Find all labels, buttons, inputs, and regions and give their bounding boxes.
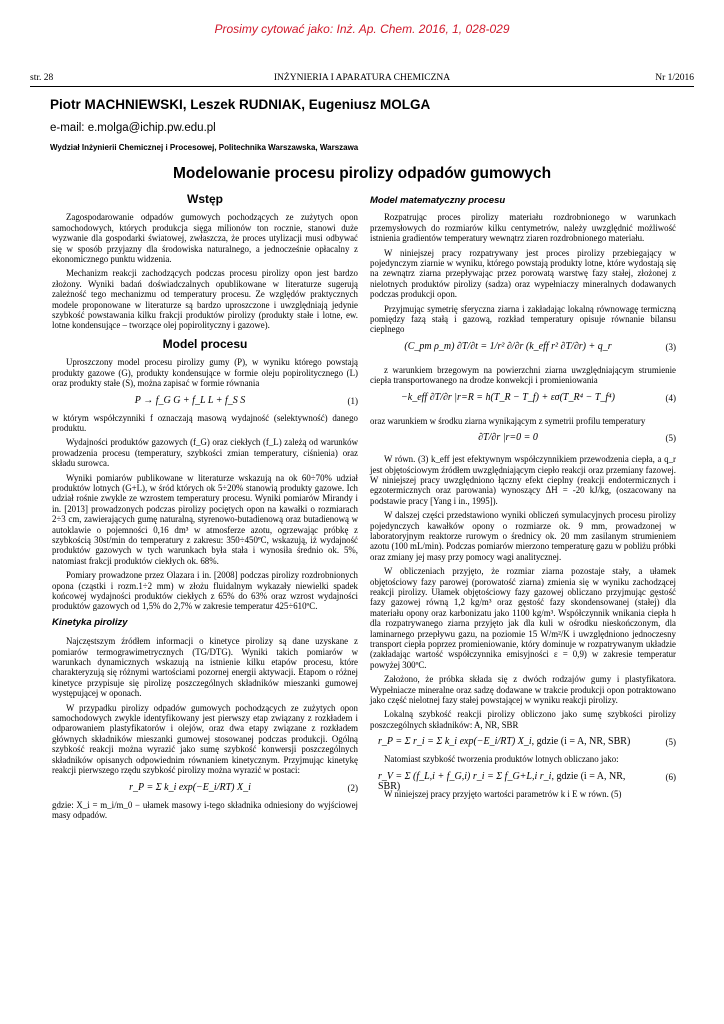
subheading-math-model: Model matematyczny procesu <box>370 195 506 206</box>
authors: Piotr MACHNIEWSKI, Leszek RUDNIAK, Eugeniusz MOLGA <box>50 97 431 112</box>
right-paragraph-1: Rozpatrując proces pirolizy materiału rozdrobnionego w warunkach przemysłowych do rozmiarów kilku centymetrów, należy uwzględnić możliwość istnienia gradientów temperatury wewnątrz ziaren rozdrobnionego materiału. <box>370 212 676 244</box>
right-paragraph-5: oraz warunkiem w środku ziarna wynikającym z symetrii profilu temperatury <box>370 415 646 426</box>
right-paragraph-4: z warunkiem brzegowym na powierzchni ziarna uwzględniającym strumienie ciepła transportowanego na drodze konwekcji i promieniowania <box>370 364 676 386</box>
right-paragraph-6: W równ. (3) k_eff jest efektywnym współczynnikiem przewodzenia ciepła, a q_r jest objętościowym źródłem uwzględniającym ciepło reakcji oraz przemiany fazowej. W niniejszej pracy uwzględniono łączny efekt cieplny (reakcji endotermicznych i egzotermicznych oraz parowania) wynoszący ΔH = -20 kJ/kg, (oszacowany na podstawie pracy [Yang i in., 1995]). <box>370 454 676 506</box>
page-number: str. 28 <box>30 73 54 83</box>
equation-1-body: P → f_G G + f_L L + f_S S <box>134 394 246 406</box>
equation-3-body: (C_pm ρ_m) ∂T/∂t = 1/r² ∂/∂r (k_eff r² ∂T/∂r) + q_r <box>404 340 612 352</box>
right-paragraph-11: Natomiast szybkość tworzenia produktów lotnych obliczano jako: <box>384 754 619 765</box>
intro-paragraph-2: Mechanizm reakcji zachodzących podczas procesu pirolizy opon jest bardzo złożony. Wyniki badań doświadczalnych opublikowane w literaturze sugerują zależność tego mechanizmu od temperatury procesu. Ze względów praktycznych modele proponowane w literaturze są bardzo uproszczone i uwzględniają jedynie szybkość powstawania kilku frakcji produktów pirolizy (produkty stałe i lotne, ew. lotne kondensujące – tworzące olej popirolityczny i gazowe). <box>52 268 358 331</box>
equation-3-number: (3) <box>665 341 676 352</box>
equation-5 <box>370 430 676 454</box>
equation-1 <box>52 393 358 413</box>
model-paragraph-5: Pomiary prowadzone przez Olazara i in. [2008] podczas pirolizy rozdrobnionych opona (cząstki i rozm.1÷2 mm) w złożu fluidalnym wykazały niewielki spadek końcowej wydajności produktów ciekłych z 65% do 63% oraz wzrost wydajności produktów gazowych od 1,5% do 2,7% w zakresie temperatur 425÷610ºC. <box>52 570 358 612</box>
section-heading-intro: Wstęp <box>187 192 223 206</box>
header-rule <box>30 86 694 87</box>
equation-1-number: (1) <box>347 395 358 406</box>
kinetics-paragraph-2: W przypadku pirolizy odpadów gumowych pochodzących ze zużytych opon samochodowych zwykle identyfikowany jest pierwszy etap związany z rozkładem i odparowaniem plastyfikatorów i olejów, oraz dwa etapy związane z rozkładem głównych składników mieszanki gumowej stosowanej podczas produkcji. Ogólną szybkość reakcji można wyrazić jako sumę szybkość konwersji poszczególnych składników opisanych odpowiednim równaniem kinetycznym. Przyjmując kinetykę reakcji pierwszego rzędu szybkość pirolizy można wyrazić w postaci: <box>52 702 358 776</box>
right-paragraph-3: Przyjmując symetrię sferyczna ziarna i zakładając lokalną równowagę termiczną pomiędzy fazą stałą i gazową, rozkład temperatury opisuje równanie bilansu cieplnego <box>370 303 676 335</box>
equation-3 <box>370 339 676 365</box>
equation-4-body: −k_eff ∂T/∂r |r=R = h(T_R − T_f) + εσ(T_R⁴ − T_f⁴) <box>401 391 615 403</box>
kinetics-paragraph-3: gdzie: X_i = m_i/m_0 − ułamek masowy i-tego składnika odniesiony do wyjściowej masy odpadów. <box>52 799 358 820</box>
equation-rv-number: (6) <box>665 771 676 782</box>
journal-name: INŻYNIERIA I APARATURA CHEMICZNA <box>273 73 451 83</box>
model-paragraph-4: Wyniki pomiarów publikowane w literaturze wskazują na ok 60÷70% udział produktów lotnych (G+L), w śród których ok 5÷20% stanowią produkty gazowe. Ich udział rośnie zwykle ze wzrostem temperatury procesu. Wyniki pomiarów Mirandy i in. [2013] prowadzonych podczas pirolizy pociętych opon na kawałki o rozmiarach 2÷3 cm, zawierających gumę naturalną, styrenowo-butadienową oraz butadienową w autoklawie o pojemności 0,16 dm³ w atmosferze azotu, ogrzewając próbkę z szybkością 30st/min do temperatury z zakresu: 350÷450ºC, wskazują, iż wydajność produktów gazowych w tych warunkach była stała i wynosiła średnio ok. 5%, natomiast frakcji produktów ciekłych ok. 68%. <box>52 472 358 566</box>
citation-note: Prosimy cytować jako: Inż. Ap. Chem. 2016, 1, 028-029 <box>214 22 510 36</box>
equation-rv-note: , gdzie (i = A, NR, SBR) <box>378 770 626 793</box>
equation-2-number: (2) <box>347 782 358 793</box>
model-paragraph-3: Wydajności produktów gazowych (f_G) oraz ciekłych (f_L) zależą od warunków prowadzenia procesu (temperatury, szybkości zmian temperatury, ciśnienia) oraz składu surowca. <box>52 437 358 469</box>
left-column <box>52 194 358 824</box>
right-paragraph-8: W obliczeniach przyjęto, że rozmiar ziarna pozostaje stały, a ułamek objętościowy fazy parowej (porowatość ziarna) zmienia się w wyniku zachodzącej reakcji pirolizy. Ułamek objętościowy fazy gazowej obliczano przyjmując gęstość fazy gazowej równą 1,2 kg/m³ oraz gęstość fazy skondensowanej (stałej) dla materiału opony oraz karbonizatu jako 1100 kg/m³. Współczynnik wnikania ciepła h dla rozpatrywanego ziarna przyjęto jak dla kuli w ośrodku nieskończonym, dla laminarnego przepływu gazu, na poziomie 15 W/m²/K i uwzględniono jednoczesny transport ciepła poprzez promieniowanie, który dominuje w rozpatrywanym układzie (zakładając wartość współczynnika emisyjności ε = 0,9) w zakresie temperatur powyżej 300ºC. <box>370 566 676 670</box>
equation-rv <box>370 769 676 793</box>
equation-5-number: (5) <box>665 433 676 444</box>
equation-rp-note: , gdzie (i = A, NR, SBR) <box>531 736 631 748</box>
equation-2 <box>52 780 358 800</box>
equation-rp-number: (5) <box>665 737 676 748</box>
equation-4-number: (4) <box>665 392 676 403</box>
email: e-mail: e.molga@ichip.pw.edu.pl <box>50 122 216 134</box>
equation-rv-body: r_V = Σ (f_L,i + f_G,i) r_i = Σ f_G+L,i r_i <box>378 770 552 782</box>
right-paragraph-9: Założono, że próbka składa się z dwóch rodzajów gumy i plastyfikatora. Wypełniacze mineralne oraz sadzę dodawane w trakcie produkcji opon potraktowano jako część nielotnej fazy stałej powstającej w wyniku reakcji pirolizy. <box>370 674 676 706</box>
affiliation: Wydział Inżynierii Chemicznej i Procesowej, Politechnika Warszawska, Warszawa <box>50 143 359 152</box>
model-paragraph-2: w którym współczynniki f oznaczają masową wydajność (selektywność) danego produktu. <box>52 412 358 433</box>
equation-rp-body: r_P = Σ r_i = Σ k_i exp(−E_i/RT) X_i <box>378 736 532 748</box>
right-paragraph-10: Lokalną szybkość reakcji pirolizy obliczono jako sumę szybkości pirolizy poszczególnych składników: A, NR, SBR <box>370 709 676 730</box>
paper-title: Modelowanie procesu pirolizy odpadów gumowych <box>172 165 552 182</box>
issue-number: Nr 1/2016 <box>655 73 694 83</box>
right-paragraph-2: W niniejszej pracy rozpatrywany jest proces pirolizy przebiegający w pojedynczym ziarnie w wyniku, którego powstają produkty lotne, które wydostają się na zewnątrz ziarna przepływając przez porowatą warstwę fazy stałej, złożonej z nielotnych produktów pirolizy (sadza) oraz wypełniaczy mineralnych dodawanych podczas produkcji opon. <box>370 247 676 300</box>
equation-4 <box>370 390 676 416</box>
equation-rp <box>370 734 676 754</box>
kinetics-paragraph-1: Najczęstszym źródłem informacji o kinetyce pirolizy są dane uzyskane z pomiarów termograwimetrycznych (TG/DTG). Wyniki takich pomiarów w warunkach dynamicznych wskazują na istnienie kilku etapów procesu, które charakteryzują się różnymi wartościami pozornej energii aktywacji. Etapom o różnej kinetyce przypisuje się pirolizę poszczególnych składników mieszanki gumowej występującej w oponach. <box>52 636 358 699</box>
model-paragraph-1: Uproszczony model procesu pirolizy gumy (P), w wyniku którego powstają produkty gazowe (G), produkty kondensujące w formie oleju popirolitycznego (L) oraz produkty stałe (S), można zapisać w formie równania <box>52 357 358 389</box>
equation-5-body: ∂T/∂r |r=0 = 0 <box>478 432 538 444</box>
right-paragraph-12: W niniejszej pracy przyjęto wartości parametrów k i E w równ. (5) <box>384 788 622 799</box>
intro-paragraph-1: Zagospodarowanie odpadów gumowych pochodzących ze zużytych opon samochodowych, których produkcja sięga milionów ton rocznie, stanowi duże wyzwanie dla gospodarki światowej, zwłaszcza, że proces utylizacji musi odbywać się w sposób przyjazny dla środowiska naturalnego, a jednocześnie opłacalny z ekonomicznego punktu widzenia. <box>52 212 358 265</box>
right-paragraph-7: W dalszej części przedstawiono wyniki obliczeń symulacyjnych procesu pirolizy pojedynczych kawałków opony o rozmiarze ok. 9 mm, prowadzonej w laboratoryjnym reaktorze rurowym o średnicy ok. 20 mm zasilanym strumieniem azotu (100 mL/min). Podczas pomiarów mierzono temperaturę gazu w pobliżu próbki oraz zmiany jej masy przy pomocy wagi analitycznej. <box>370 510 676 562</box>
subheading-kinetics: Kinetyka pirolizy <box>52 616 128 628</box>
equation-2-body: r_P = Σ k_i exp(−E_i/RT) X_i <box>129 781 251 793</box>
right-column <box>370 196 676 803</box>
section-heading-model: Model procesu <box>162 336 248 351</box>
